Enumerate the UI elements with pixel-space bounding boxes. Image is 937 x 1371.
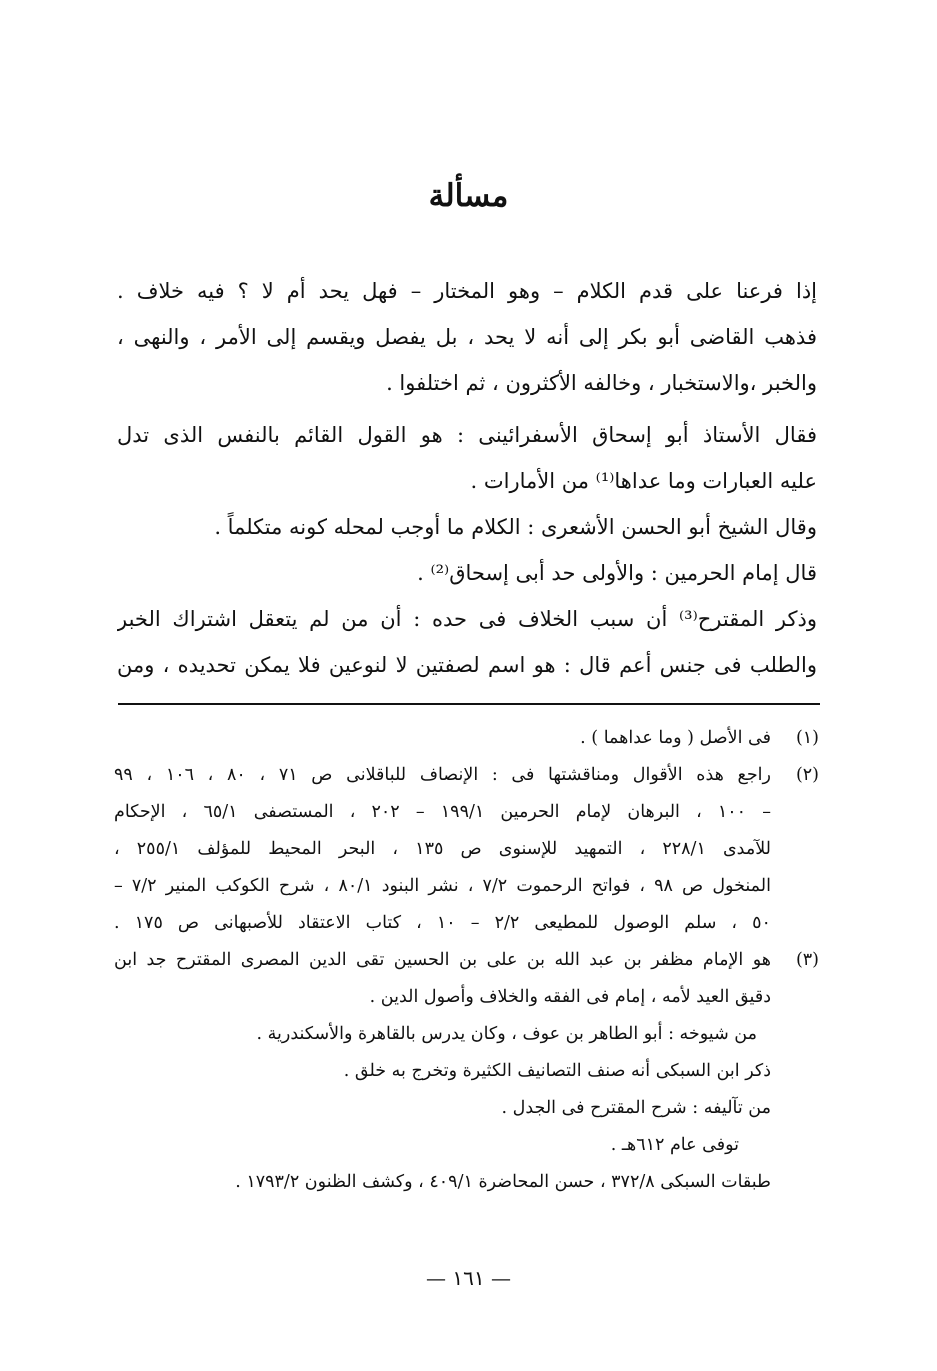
footnotes — [114, 720, 819, 1201]
body-line: والخبر ،والاستخبار ، وخالفه الأكثرون ، ثم اختلفوا . — [386, 371, 817, 395]
footnote-text: – ١٠٠ ، البرهان لإمام الحرمين ١٩٩/١ – ٢٠٢ ، المستصفى ٦٥/١ ، الإحكام — [114, 802, 771, 822]
footnote-line — [114, 1127, 819, 1164]
body-line: وقال الشيخ أبو الحسن الأشعرى : الكلام ما أوجب لمحله كونه متكلماً . — [214, 515, 817, 539]
footnote-number: (٢) — [795, 765, 819, 785]
footnote-number: (٣) — [795, 950, 819, 970]
footnote-line — [114, 868, 819, 905]
footnote — [114, 720, 819, 757]
footnote-text: المنخول ص ٩٨ ، فواتح الرحموت ٧/٢ ، نشر البنود ٨٠/١ ، شرح الكوكب المنير ٧/٢ – — [114, 876, 771, 896]
footnote-line — [114, 905, 819, 942]
footnote-line — [114, 979, 819, 1016]
footnote-text: طبقات السبكى ٣٧٢/٨ ، حسن المحاضرة ٤٠٩/١ ، وكشف الظنون ١٧٩٣/٢ . — [235, 1172, 771, 1192]
footnote-line — [114, 794, 819, 831]
footnote-line — [114, 1090, 819, 1127]
footnote-line — [114, 1016, 819, 1053]
footnote-text: هو الإمام مظفر بن عبد الله بن على بن الحسين تقى الدين المصرى المقترح جد ابن — [114, 950, 771, 970]
footnote-text: من شيوخه : أبو الطاهر بن عوف ، وكان يدرس بالقاهرة والأسكندرية . — [256, 1024, 757, 1044]
page-title: مسألة — [428, 178, 509, 214]
footnote-text: راجع هذه الأقوال ومناقشتها فى : الإنصاف للباقلانى ص ٧١ ، ٨٠ ، ١٠٦ ، ٩٩ — [114, 765, 771, 785]
body-line: قال إمام الحرمين : والأولى حد أبى إسحاق⁽²⁾ . — [417, 561, 817, 585]
footnote-text: من تآليفه : شرح المقترح فى الجدل . — [501, 1098, 771, 1118]
footnote — [114, 942, 819, 979]
footnote-text: فى الأصل ( وما عداهما ) . — [580, 728, 771, 748]
body-line: والطلب فى جنس أعم قال : هو اسم لصفتين لا لنوعين فلا يمكن تحديده ، ومن — [117, 653, 817, 677]
main-text — [117, 268, 817, 688]
footnote-number: (١) — [795, 728, 819, 748]
page-number: — ١٦١ — — [426, 1266, 511, 1290]
footnote-line — [114, 831, 819, 868]
body-line: إذا فرعنا على قدم الكلام – وهو المختار – فهل يحد أم لا ؟ فيه خلاف . — [117, 279, 817, 303]
body-line: فقال الأستاذ أبو إسحاق الأسفرائينى : هو القول القائم بالنفس الذى تدل — [117, 423, 817, 447]
body-line: عليه العبارات وما عداها⁽¹⁾ من الأمارات . — [470, 469, 817, 493]
footnote-text: ٥٠ ، سلم الوصول للمطيعى ٢/٢ – ١٠ ، كتاب الاعتقاد للأصبهانى ص ١٧٥ . — [114, 913, 771, 933]
footnote-text: ذكر ابن السبكى أنه صنف التصانيف الكثيرة وتخرج به خلق . — [343, 1061, 771, 1081]
body-line: فذهب القاضى أبو بكر إلى أنه لا يحد ، بل يفصل ويقسم إلى الأمر ، والنهى ، — [117, 325, 817, 349]
footnote-text: توفى عام ٦١٢هـ . — [610, 1135, 739, 1155]
footnote-divider — [118, 703, 820, 705]
footnote-line — [114, 1164, 819, 1201]
body-line: وذكر المقترح⁽³⁾ أن سبب الخلاف فى حده : أن من لم يتعقل اشتراك الخبر — [117, 607, 817, 631]
footnote-text: للآمدى ٢٢٨/١ ، التمهيد للإسنوى ص ١٣٥ ، البحر المحيط للمؤلف ٢٥٥/١ ، — [114, 839, 772, 859]
footnote-line — [114, 1053, 819, 1090]
footnote — [114, 757, 819, 794]
footnote-text: دقيق العيد لأمه ، إمام فى الفقه والخلاف وأصول الدين . — [369, 987, 771, 1007]
